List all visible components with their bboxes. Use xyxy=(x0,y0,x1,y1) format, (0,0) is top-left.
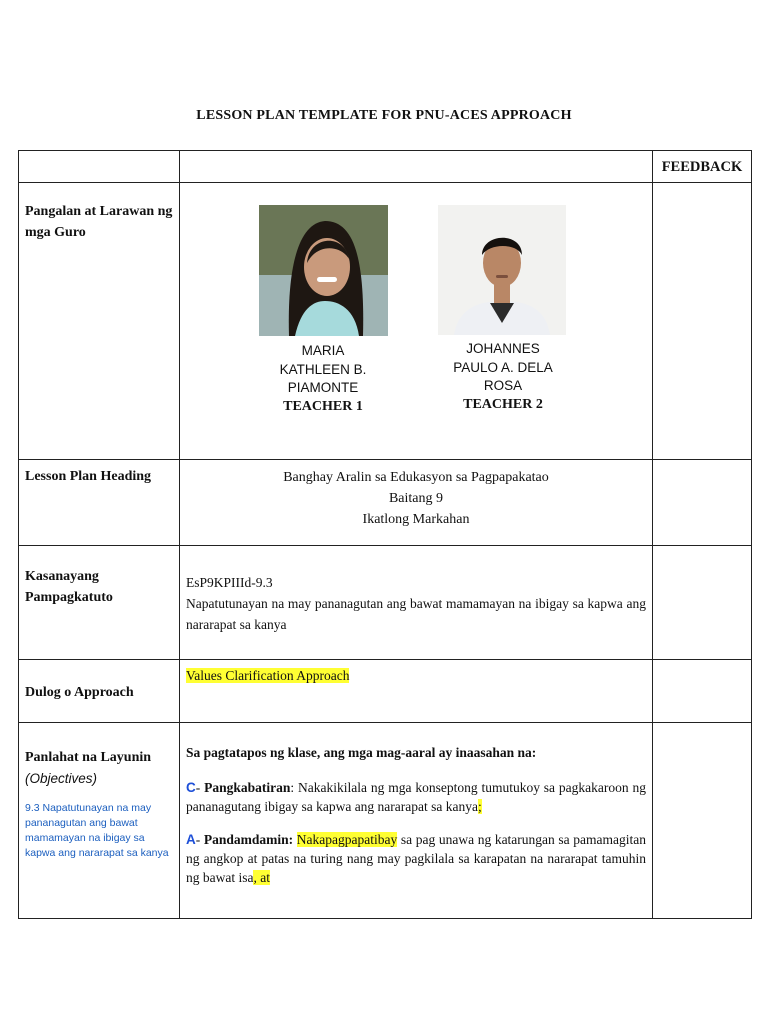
teacher2-name-line-2: PAULO A. DELA xyxy=(453,359,553,375)
teacher2-name-line-1: JOHANNES xyxy=(466,341,540,356)
competency-feedback-cell xyxy=(653,546,752,660)
objective-a-text: sa pag unawa ng katarungan sa pamamagitan ng angkop at patas na turing nang may pagkilala sa karapatan na nararapat tamuhin ng bawat isa xyxy=(186,832,646,885)
heading-feedback-cell xyxy=(653,460,752,546)
competency-cell xyxy=(180,546,653,660)
objectives-sublabel: (Objectives) xyxy=(25,771,98,786)
teacher2-photo xyxy=(438,205,566,335)
teacher1-name xyxy=(268,342,378,416)
header-cell-empty-1 xyxy=(19,151,180,183)
objective-a-term: Pandamdamin: xyxy=(203,832,294,847)
competency-label: Kasanayang Pampagkatuto xyxy=(19,546,180,660)
objective-c-end: ; xyxy=(478,799,482,814)
objective-a: A- Pandamdamin: Nakapagpapatibay sa pag unawa ng katarungan sa pamamagitan ng angkop at patas na turing nang may pagkilala sa karapatan na nararapat tamuhin ng bawat isa, at xyxy=(186,832,646,885)
teachers-feedback-cell xyxy=(653,183,752,460)
objectives-row xyxy=(19,723,752,919)
objective-c: C- Pangkabatiran: Nakakikilala ng mga konseptong tumutukoy sa pagkakaroon ng pananagutang ibigay sa kapwa ang nararapat sa kanya; xyxy=(186,780,647,814)
teacher2-name xyxy=(443,340,563,414)
objective-a-letter: A xyxy=(186,832,196,847)
competency-row xyxy=(19,546,752,660)
heading-label: Lesson Plan Heading xyxy=(19,460,180,546)
objective-c-text: : Nakakikilala ng mga konseptong tumutukoy sa pagkakaroon ng pananagutang ibigay sa kapwa ang nararapat sa kanya xyxy=(186,780,647,814)
approach-feedback-cell xyxy=(653,660,752,723)
competency-code: EsP9KPIIId-9.3 xyxy=(186,575,273,590)
approach-label: Dulog o Approach xyxy=(19,660,180,723)
teacher1-photo xyxy=(259,205,388,336)
objectives-intro: Sa pagtatapos ng klase, ang mga mag-aaral ay inaasahan na: xyxy=(186,745,537,760)
objectives-note: 9.3 Napatutunayan na may pananagutan ang bawat mamamayan na ibigay sa kapwa ang nararapat sa kanya xyxy=(25,802,169,859)
teacher1-role: TEACHER 1 xyxy=(283,398,363,414)
teacher1-name-line-1: MARIA xyxy=(301,343,345,358)
teacher2-name-line-3: ROSA xyxy=(483,378,523,393)
heading-row xyxy=(19,460,752,546)
approach-cell xyxy=(180,660,653,723)
objectives-label-cell xyxy=(19,723,180,919)
header-row xyxy=(19,151,752,183)
objectives-cell xyxy=(180,723,653,919)
approach-value: Values Clarification Approach xyxy=(186,668,350,683)
header-cell-empty-2 xyxy=(180,151,653,183)
lesson-plan-table xyxy=(18,150,752,919)
teacher1-name-line-2: KATHLEEN B. xyxy=(279,361,367,377)
feedback-header: FEEDBACK xyxy=(653,151,752,183)
teacher2-role: TEACHER 2 xyxy=(463,396,543,412)
heading-line-1: Banghay Aralin sa Edukasyon sa Pagpapakatao xyxy=(283,470,549,485)
heading-line-2: Baitang 9 xyxy=(388,491,444,506)
document-title: LESSON PLAN TEMPLATE FOR PNU-ACES APPROACH xyxy=(196,108,572,123)
competency-text: Napatutunayan na may pananagutan ang bawat mamamayan na ibigay sa kapwa ang nararapat sa kanya xyxy=(186,596,646,632)
teachers-label: Pangalan at Larawan ng mga Guro xyxy=(19,183,180,460)
heading-line-3: Ikatlong Markahan xyxy=(362,512,470,527)
objectives-label: Panlahat na Layunin xyxy=(25,750,152,765)
objective-a-end: , at xyxy=(253,870,270,885)
teachers-row xyxy=(19,183,752,460)
teacher1-name-line-3: PIAMONTE xyxy=(287,380,359,395)
objective-c-term: Pangkabatiran xyxy=(204,780,291,795)
objective-c-letter: C xyxy=(186,780,196,795)
approach-row xyxy=(19,660,752,723)
objectives-feedback-cell xyxy=(653,723,752,919)
teachers-cell xyxy=(180,183,653,460)
objective-a-highlight: Nakapagpapatibay xyxy=(296,832,398,847)
heading-cell xyxy=(180,460,653,546)
